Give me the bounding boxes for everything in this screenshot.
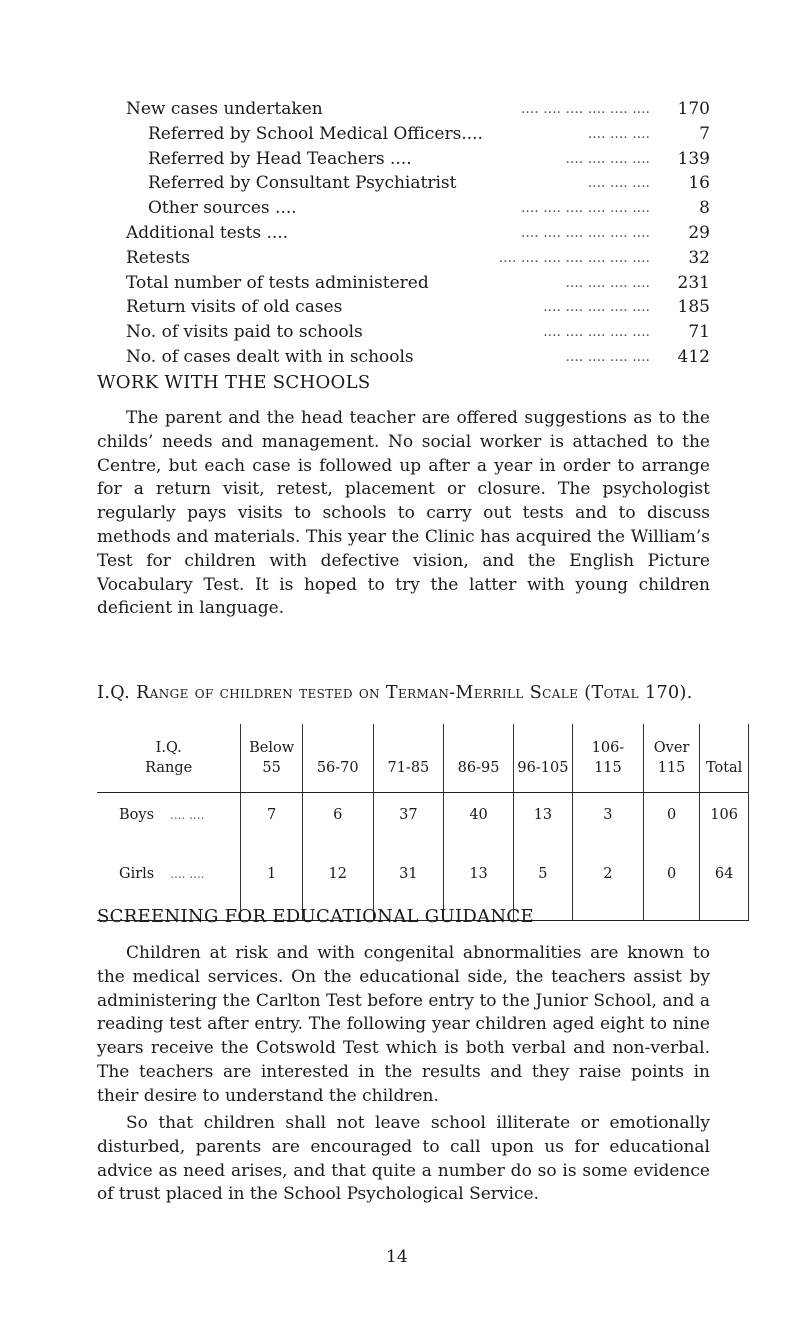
stat-label: Referred by Consultant Psychiatrist: [148, 173, 457, 194]
row-label: Girls .... ....: [97, 852, 241, 921]
stat-label: Return visits of old cases: [126, 297, 343, 318]
table-cell: 40: [444, 793, 514, 853]
leader-dots: .... .... ....: [587, 125, 650, 142]
iq-range-table: [97, 724, 749, 921]
table-cell: 6: [302, 793, 373, 853]
stat-value: 7: [699, 123, 710, 144]
stat-label: Additional tests ....: [126, 222, 289, 243]
stat-value: 71: [688, 322, 710, 343]
stat-value: 185: [677, 297, 710, 318]
stat-label: New cases undertaken: [126, 99, 323, 119]
table-cell: 5: [513, 852, 572, 921]
leader-dots: .... .... .... ....: [565, 274, 650, 291]
stat-value: 32: [688, 247, 710, 268]
paragraph-screening: Children at risk and with congenital abnormalities are known to the medical services. On the educational side, the teachers assist by administering the Carlton Test before entry to the Junior School, and a reading test after entry. The following year children aged eight to nine years receive the Cotswold Test which is both verbal and non-verbal. The teachers are interested in the results and they raise points in their desire to understand the children.: [97, 943, 710, 1106]
table-cell: 7: [241, 793, 303, 853]
leader-dots: .... .... .... .... .... ....: [520, 224, 650, 241]
leader-dots: .... .... ....: [587, 175, 650, 192]
table-cell: 13: [444, 852, 514, 921]
table-cell: 3: [572, 793, 643, 853]
stat-label: Other sources ....: [148, 198, 297, 219]
stat-value: 170: [677, 99, 710, 119]
table-cell: 106: [700, 793, 749, 853]
column-header: 106- 115: [572, 724, 643, 793]
stat-value: 16: [688, 173, 710, 194]
stat-row: [126, 246, 710, 271]
column-header: I.Q. Range: [97, 724, 241, 793]
page-number: 14: [386, 1247, 408, 1267]
column-header: Below 55: [241, 724, 303, 793]
table-cell: 64: [700, 852, 749, 921]
stat-label: Referred by School Medical Officers....: [148, 123, 483, 144]
stat-row: [126, 97, 710, 122]
leader-dots: .... .... .... .... ....: [543, 324, 650, 341]
column-header: Total: [700, 724, 749, 793]
table-cell: 13: [513, 793, 572, 853]
leader-dots: .... .... .... .... .... ....: [520, 101, 650, 117]
table-header-row: [97, 724, 749, 793]
row-label: Boys .... ....: [119, 807, 205, 823]
stat-value: 231: [677, 272, 710, 293]
paragraph-work-with-schools: The parent and the head teacher are offered suggestions as to the childs’ needs and management. No social worker is attached to the Centre, but each case is followed up after a year in order to arrange for a return visit, retest, placement or closure. The psychologist regularly pays visits to schools to carry out tests and to discuss methods and materials. This year the Clinic has acquired the William’s Test for children with defective vision, and the English Picture Vocabulary Test. It is hoped to try the latter with young children deficient in language.: [97, 408, 710, 619]
leader-dots: .... .... .... ....: [565, 348, 650, 365]
leader-dots: .... .... .... ....: [565, 150, 650, 167]
stat-label: Total number of tests administered: [126, 272, 429, 293]
column-header: 71-85: [373, 724, 444, 793]
table-cell: 37: [373, 793, 444, 853]
stat-row: [126, 345, 710, 370]
column-header: 86-95: [444, 724, 514, 793]
stat-row: [126, 147, 710, 172]
table-cell: 31: [373, 852, 444, 921]
leader-dots: .... .... .... .... ....: [543, 299, 650, 316]
stat-row: [126, 221, 710, 246]
table-cell: 12: [302, 852, 373, 921]
stat-row: [126, 171, 710, 196]
table-cell: 1: [241, 852, 303, 921]
column-header: Over 115: [643, 724, 699, 793]
column-header: 96-105: [513, 724, 572, 793]
stat-value: 139: [677, 148, 710, 169]
stat-label: No. of cases dealt with in schools: [126, 346, 414, 367]
stat-row: [126, 320, 710, 345]
table-caption: I.Q. Range of children tested on Terman-Merrill Scale (Total 170).: [97, 683, 693, 703]
stat-label: Retests: [126, 247, 191, 268]
stat-label: No. of visits paid to schools: [126, 322, 363, 343]
statistics-list: [126, 97, 710, 370]
column-header: 56-70: [302, 724, 373, 793]
table-row: [97, 793, 749, 853]
leader-dots: .... .... .... .... .... .... ....: [498, 249, 650, 266]
stat-label: Referred by Head Teachers ....: [148, 148, 412, 169]
stat-row: [126, 196, 710, 221]
stat-row: [126, 271, 710, 296]
leader-dots: .... .... .... .... .... ....: [520, 200, 650, 217]
table-cell: 0: [643, 793, 699, 853]
section-heading-screening: SCREENING FOR EDUCATIONAL GUIDANCE: [97, 906, 534, 927]
stat-value: 29: [688, 222, 710, 243]
table-cell: 2: [572, 852, 643, 921]
table-cell: 0: [643, 852, 699, 921]
stat-value: 412: [677, 346, 710, 367]
paragraph-educational-advice: So that children shall not leave school illiterate or emotionally disturbed, parents are encouraged to call upon us for educational advice as need arises, and that quite a number do so is some evidence of trust placed in the School Psychological Service.: [97, 1113, 710, 1205]
stat-row: [126, 122, 710, 147]
stat-value: 8: [699, 198, 710, 219]
section-heading-work-with-schools: WORK WITH THE SCHOOLS: [97, 372, 371, 393]
stat-row: [126, 295, 710, 320]
